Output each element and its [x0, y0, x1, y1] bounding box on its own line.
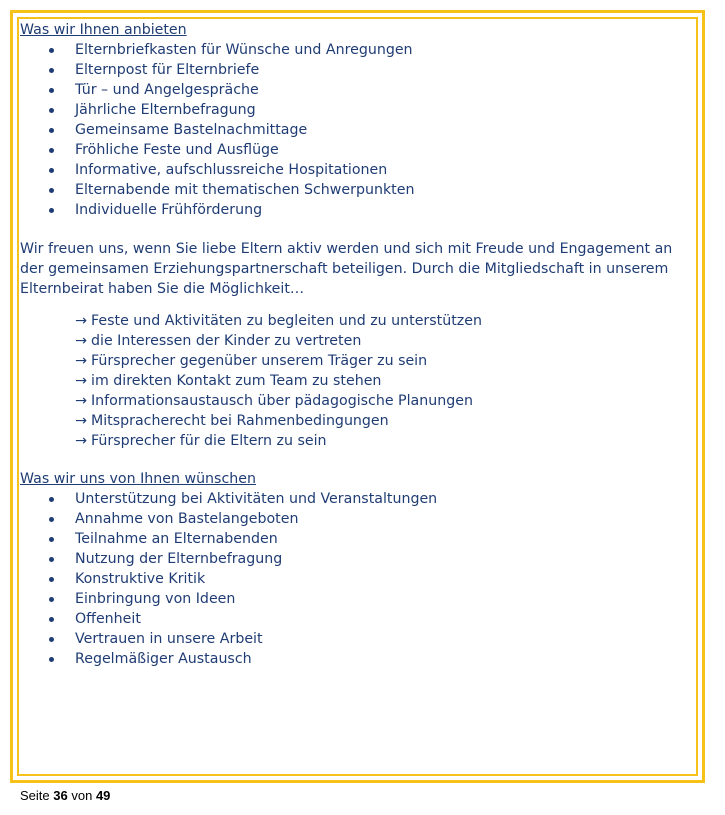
- list-item-text: Feste und Aktivitäten zu begleiten und zu unterstützen: [91, 313, 482, 329]
- list-item-text: Vertrauen in unsere Arbeit: [75, 631, 263, 647]
- list-item: [20, 569, 700, 589]
- list-item: [20, 331, 700, 351]
- arrow-right-icon: →: [75, 353, 87, 369]
- list-item-text: Regelmäßiger Austausch: [75, 651, 252, 667]
- section-heading-offer: Was wir Ihnen anbieten: [20, 22, 187, 38]
- list-item: [20, 411, 700, 431]
- opportunity-list: [20, 311, 700, 451]
- list-item-text: Fröhliche Feste und Ausflüge: [75, 142, 279, 158]
- list-item: [20, 80, 700, 100]
- list-item-text: Tür – und Angelgespräche: [75, 82, 259, 98]
- list-item-text: Mitspracherecht bei Rahmenbedingungen: [91, 413, 389, 429]
- bullet-dot-icon: [49, 208, 54, 213]
- footer-current-page: 36: [53, 788, 68, 803]
- list-item: [20, 609, 700, 629]
- list-item: [20, 589, 700, 609]
- list-item-text: Elternbriefkasten für Wünsche und Anregungen: [75, 42, 413, 58]
- arrow-right-icon: →: [75, 413, 87, 429]
- intro-paragraph: [20, 239, 700, 299]
- list-item-text: Teilnahme an Elternabenden: [75, 531, 278, 547]
- arrow-right-icon: →: [75, 333, 87, 349]
- list-item-text: Fürsprecher gegenüber unserem Träger zu sein: [91, 353, 428, 369]
- bullet-dot-icon: [49, 517, 54, 522]
- list-item: [20, 140, 700, 160]
- bullet-dot-icon: [49, 617, 54, 622]
- bullet-dot-icon: [49, 577, 54, 582]
- offer-list: [20, 40, 700, 220]
- list-item-text: Individuelle Frühförderung: [75, 202, 263, 218]
- list-item: [20, 100, 700, 120]
- list-item-text: Annahme von Bastelangeboten: [75, 511, 299, 527]
- list-item: [20, 509, 700, 529]
- list-item: [20, 431, 700, 451]
- arrow-right-icon: →: [75, 373, 87, 389]
- bullet-dot-icon: [49, 597, 54, 602]
- footer-total-pages: 49: [95, 788, 111, 803]
- list-item: [20, 311, 700, 331]
- wish-list: [20, 489, 700, 669]
- list-item-text: Fürsprecher für die Eltern zu sein: [91, 433, 327, 449]
- page-number-footer: [20, 788, 110, 803]
- list-item-text: im direkten Kontakt zum Team zu stehen: [91, 373, 382, 389]
- list-item: [20, 649, 700, 669]
- list-item-text: Jährliche Elternbefragung: [75, 102, 256, 118]
- document-content: [20, 20, 700, 669]
- bullet-dot-icon: [49, 497, 54, 502]
- bullet-dot-icon: [49, 48, 54, 53]
- footer-page-prefix: Seite: [20, 788, 50, 803]
- bullet-dot-icon: [49, 637, 54, 642]
- list-item: [20, 371, 700, 391]
- list-item-text: Gemeinsame Bastelnachmittage: [75, 122, 308, 138]
- list-item-text: Konstruktive Kritik: [75, 571, 206, 587]
- list-item-text: Elternpost für Elternbriefe: [75, 62, 260, 78]
- list-item: [20, 60, 700, 80]
- list-item: [20, 629, 700, 649]
- arrow-right-icon: →: [75, 313, 87, 329]
- paragraph-line: Wir freuen uns, wenn Sie liebe Eltern aktiv werden und sich mit Freude und Engagement an: [20, 241, 673, 257]
- list-item: [20, 549, 700, 569]
- list-item: [20, 200, 700, 220]
- list-item: [20, 489, 700, 509]
- list-item-text: Elternabende mit thematischen Schwerpunkten: [75, 182, 415, 198]
- list-item: [20, 351, 700, 371]
- list-item-text: die Interessen der Kinder zu vertreten: [91, 333, 362, 349]
- bullet-dot-icon: [49, 108, 54, 113]
- arrow-right-icon: →: [75, 433, 87, 449]
- bullet-dot-icon: [49, 148, 54, 153]
- bullet-dot-icon: [49, 557, 54, 562]
- bullet-dot-icon: [49, 128, 54, 133]
- section-heading-wish: Was wir uns von Ihnen wünschen: [20, 471, 256, 487]
- list-item-text: Informative, aufschlussreiche Hospitationen: [75, 162, 388, 178]
- paragraph-line: Elternbeirat haben Sie die Möglichkeit…: [20, 281, 305, 297]
- bullet-dot-icon: [49, 188, 54, 193]
- list-item: [20, 391, 700, 411]
- list-item: [20, 529, 700, 549]
- list-item-text: Unterstützung bei Aktivitäten und Veranstaltungen: [75, 491, 438, 507]
- arrow-right-icon: →: [75, 393, 87, 409]
- list-item-text: Einbringung von Ideen: [75, 591, 236, 607]
- list-item: [20, 180, 700, 200]
- bullet-dot-icon: [49, 88, 54, 93]
- list-item-text: Offenheit: [75, 611, 141, 627]
- bullet-dot-icon: [49, 657, 54, 662]
- bullet-dot-icon: [49, 68, 54, 73]
- wish-section: [20, 469, 700, 669]
- list-item: [20, 120, 700, 140]
- list-item-text: Nutzung der Elternbefragung: [75, 551, 283, 567]
- paragraph-line: der gemeinsamen Erziehungspartnerschaft beteiligen. Durch die Mitgliedschaft in unserem: [20, 261, 669, 277]
- list-item: [20, 160, 700, 180]
- bullet-dot-icon: [49, 168, 54, 173]
- list-item: [20, 40, 700, 60]
- footer-page-separator: von: [71, 788, 93, 803]
- list-item-text: Informationsaustausch über pädagogische Planungen: [91, 393, 473, 409]
- bullet-dot-icon: [49, 537, 54, 542]
